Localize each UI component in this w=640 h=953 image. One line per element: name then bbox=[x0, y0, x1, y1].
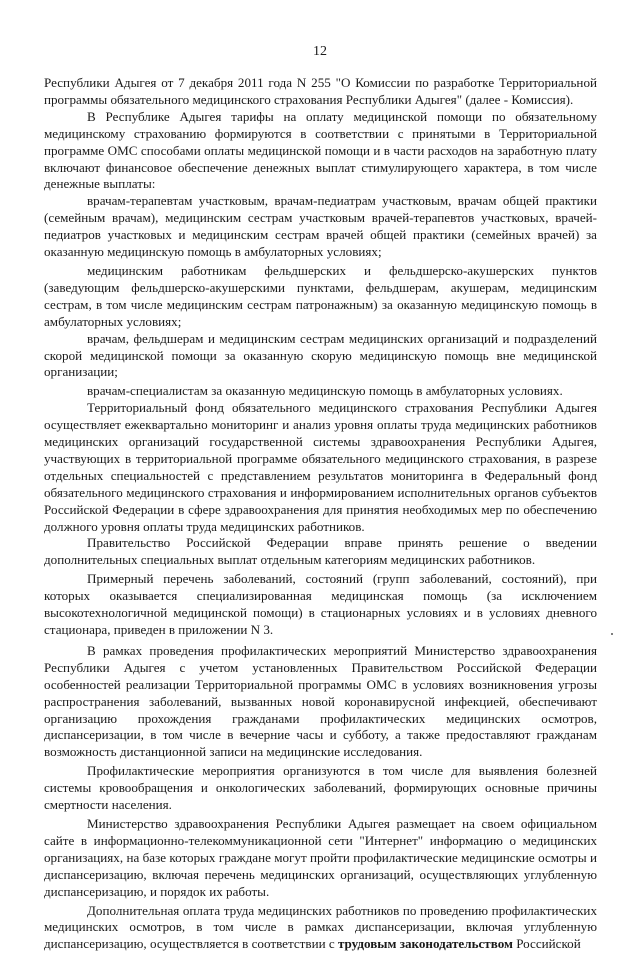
paragraph-text: Российской bbox=[513, 936, 581, 951]
page-number: 12 bbox=[0, 44, 640, 60]
paragraph: Министерство здравоохранения Республики Адыгея размещает на своем официальном сайте в информационно-телекоммуникационной сети "Интернет" информацию о медицинских организациях, на базе которых граждане могут пройти профилактические медицинские осмотры и диспансеризацию, включая перечень медицинских организаций, осуществляющих углубленную диспансеризацию, и порядок их работы. bbox=[44, 816, 597, 901]
legal-reference-link[interactable]: трудовым законодательством bbox=[338, 936, 513, 951]
paragraph: В рамках проведения профилактических мероприятий Министерство здравоохранения Республики Адыгея с учетом установленных Правительством Российской Федерации особенностей реализации Территориальной программы ОМС в условиях возникновения угрозы распространения заболеваний, вызванных новой коронавирусной инфекцией, обеспечивают организацию прохождения гражданами профилактических медицинских осмотров, диспансеризации, в том числе в вечерние часы и субботу, а также предоставляют гражданам возможность дистанционной записи на медицинские исследования. bbox=[44, 643, 597, 761]
list-item: медицинским работникам фельдшерских и фельдшерско-акушерских пунктов (заведующим фельдшерско-акушерскими пунктами, фельдшерам, акушерам, медицинским сестрам, в том числе медицинским сестрам патронажным) за оказанную медицинскую помощь в амбулаторных условиях; bbox=[44, 263, 597, 331]
paragraph: Профилактические мероприятия организуются в том числе для выявления болезней системы кровообращения и онкологических заболеваний, формирующих основные причины смертности населения. bbox=[44, 763, 597, 814]
paragraph-text: Дополнительная оплата труда медицинских работников по проведению профилактических медицинских осмотров, в том числе в рамках диспансеризации, включая углубленную диспансеризацию, осуществляется в соответствии с bbox=[44, 903, 597, 952]
paragraph: Республики Адыгея от 7 декабря 2011 года N 255 "О Комиссии по разработке Территориальной программы обязательного медицинского страхования Республики Адыгея" (далее - Комиссия). bbox=[44, 75, 597, 109]
paragraph bbox=[44, 903, 597, 953]
paragraph: Территориальный фонд обязательного медицинского страхования Республики Адыгея осуществляет ежеквартально мониторинг и анализ уровня оплаты труда медицинских работников медицинских организаций государственной системы здравоохранения Республики Адыгея, участвующих в территориальной программе обязательного медицинского страхования, в разрезе отдельных специальностей с представлением результатов мониторинга в Федеральный фонд обязательного медицинского страхования и информированием исполнительных органов субъектов Российской Федерации в сфере здравоохранения для принятия необходимых мер по обеспечению должного уровня оплаты труда медицинских работников. bbox=[44, 400, 597, 535]
scan-speck bbox=[611, 633, 613, 635]
paragraph: Примерный перечень заболеваний, состояний (групп заболеваний, состояний), при которых оказывается специализированная медицинская помощь (за исключением высокотехнологичной медицинской помощи) в стационарных условиях и в условиях дневного стационара, приведен в приложении N 3. bbox=[44, 571, 597, 639]
list-item: врачам-специалистам за оказанную медицинскую помощь в амбулаторных условиях. bbox=[44, 383, 597, 400]
document-body bbox=[44, 75, 597, 953]
list-item: врачам, фельдшерам и медицинским сестрам медицинских организаций и подразделений скорой медицинской помощи за оказанную скорую медицинскую помощь вне медицинской организации; bbox=[44, 331, 597, 382]
paragraph: В Республике Адыгея тарифы на оплату медицинской помощи по обязательному медицинскому страхованию формируются в соответствии с принятыми в Территориальной программе ОМС способами оплаты медицинской помощи и в части расходов на заработную плату включают финансовое обеспечение денежных выплат стимулирующего характера, в том числе денежные выплаты: bbox=[44, 109, 597, 194]
list-item: врачам-терапевтам участковым, врачам-педиатрам участковым, врачам общей практики (семейным врачам), медицинским сестрам участковым врачей-терапевтов участковых, врачей-педиатров участковых и медицинским сестрам врачей общей практики (семейных врачей) за оказанную медицинскую помощь в амбулаторных условиях; bbox=[44, 193, 597, 261]
paragraph: Правительство Российской Федерации вправе принять решение о введении дополнительных специальных выплат отдельным категориям медицинских работников. bbox=[44, 535, 597, 569]
